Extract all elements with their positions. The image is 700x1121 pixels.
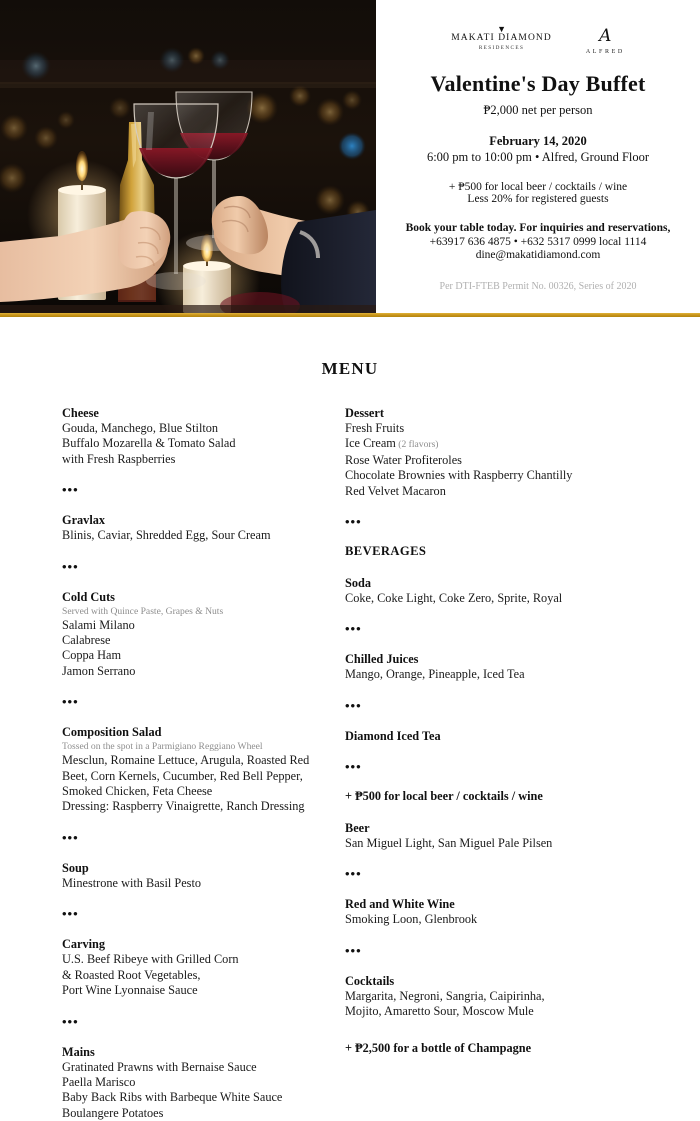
diamond-icon: ▼ <box>451 26 552 32</box>
menu-block-title: Soup <box>62 860 323 876</box>
makati-diamond-logo-sub: RESIDENCES <box>451 46 552 51</box>
makati-diamond-logo-name: MAKATI DIAMOND <box>451 34 552 44</box>
menu-block-title: Cheese <box>62 405 323 421</box>
menu-block <box>62 512 323 543</box>
menu-item-line: Salami Milano <box>62 618 323 633</box>
menu-item-line: Fresh Fruits <box>345 421 682 436</box>
menu-block <box>345 651 682 682</box>
menu-section-heading: BEVERAGES <box>345 544 682 559</box>
ice-cream-label: Ice Cream <box>345 436 396 450</box>
menu-separator: ••• <box>62 560 323 573</box>
menu-block-title: Beer <box>345 820 682 836</box>
menu-block-title: Cold Cuts <box>62 589 323 605</box>
menu-block-note: Tossed on the spot in a Parmigiano Reggiano Wheel <box>62 740 323 753</box>
menu-separator: ••• <box>62 831 323 844</box>
menu-price-note: + ₱2,500 for a bottle of Champagne <box>345 1041 682 1056</box>
menu-item-line: Beet, Corn Kernels, Cucumber, Red Bell Pepper, <box>62 769 323 784</box>
menu-item-line: U.S. Beef Ribeye with Grilled Corn <box>62 952 323 967</box>
menu-block <box>62 724 323 815</box>
menu-block-title: Cocktails <box>345 973 682 989</box>
menu-item-line: Calabrese <box>62 633 323 648</box>
menu-item-line: Gouda, Manchego, Blue Stilton <box>62 421 323 436</box>
menu-block-title: Red and White Wine <box>345 896 682 912</box>
menu-item-line: San Miguel Light, San Miguel Pale Pilsen <box>345 836 682 851</box>
menu-block-title: Soda <box>345 575 682 591</box>
menu-item-line: Smoking Loon, Glenbrook <box>345 912 682 927</box>
menu-item-line: Chocolate Brownies with Raspberry Chantilly <box>345 468 682 483</box>
menu-separator: ••• <box>345 760 682 773</box>
alfred-logo <box>586 26 625 55</box>
hero-photo <box>0 0 376 313</box>
menu-block-title: Diamond Iced Tea <box>345 728 682 744</box>
event-discount: Less 20% for registered guests <box>390 193 686 205</box>
wine-toast-photo-illustration <box>0 0 376 313</box>
menu-item-line: & Roasted Root Vegetables, <box>62 968 323 983</box>
event-time-venue: 6:00 pm to 10:00 pm • Alfred, Ground Floor <box>390 150 686 165</box>
menu-item-line: Dressing: Raspberry Vinaigrette, Ranch Dressing <box>62 799 323 814</box>
menu-block-title: Gravlax <box>62 512 323 528</box>
menu-block <box>345 728 682 744</box>
menu-column-left <box>0 405 333 1121</box>
event-title: Valentine's Day Buffet <box>390 71 686 97</box>
menu-item-line: Smoked Chicken, Feta Cheese <box>62 784 323 799</box>
menu-block <box>62 936 323 998</box>
menu-separator: ••• <box>62 483 323 496</box>
menu-separator: ••• <box>345 867 682 880</box>
gold-divider-horizontal <box>0 313 700 317</box>
menu-item-line: Jamon Serrano <box>62 664 323 679</box>
menu-block-title: Composition Salad <box>62 724 323 740</box>
menu-block <box>345 575 682 606</box>
menu-item-line: Mojito, Amaretto Sour, Moscow Mule <box>345 1004 682 1019</box>
menu-block <box>62 860 323 891</box>
menu-block-title: Mains <box>62 1044 323 1060</box>
menu-block <box>62 405 323 467</box>
contact-email[interactable]: dine@makatidiamond.com <box>390 249 686 261</box>
menu-separator: ••• <box>345 622 682 635</box>
menu-item-line: Gratinated Prawns with Bernaise Sauce <box>62 1060 323 1075</box>
menu-separator: ••• <box>345 699 682 712</box>
menu-item-line: Blinis, Caviar, Shredded Egg, Sour Cream <box>62 528 323 543</box>
contact-phone[interactable]: +63917 636 4875 • +632 5317 0999 local 1114 <box>390 236 686 248</box>
alfred-monogram-icon: A <box>586 28 625 45</box>
hero-text-panel <box>376 0 700 313</box>
menu-heading: MENU <box>0 359 700 379</box>
permit-notice: Per DTI-FTEB Permit No. 00326, Series of 2020 <box>390 281 686 292</box>
menu-separator: ••• <box>62 907 323 920</box>
menu-item-line: Red Velvet Macaron <box>345 484 682 499</box>
menu-block <box>62 1044 323 1121</box>
menu-item-line: Mango, Orange, Pineapple, Iced Tea <box>345 667 682 682</box>
menu-item-line: Mesclun, Romaine Lettuce, Arugula, Roasted Red <box>62 753 323 768</box>
logo-row <box>390 26 686 55</box>
menu-block <box>62 589 323 680</box>
booking-callout: Book your table today. For inquiries and reservations, <box>390 222 686 234</box>
menu-separator: ••• <box>345 515 682 528</box>
menu-item-line: Boulangere Potatoes <box>62 1106 323 1121</box>
menu-price-note: + ₱500 for local beer / cocktails / wine <box>345 789 682 804</box>
menu-block <box>345 973 682 1020</box>
menu-item-line: Coppa Ham <box>62 648 323 663</box>
menu-block <box>345 405 682 499</box>
menu-column-right <box>333 405 700 1056</box>
menu-block-note: Served with Quince Paste, Grapes & Nuts <box>62 605 323 618</box>
event-price: ₱2,000 net per person <box>390 103 686 118</box>
menu-separator: ••• <box>345 944 682 957</box>
makati-diamond-logo <box>451 26 552 51</box>
menu-item-line: Rose Water Profiteroles <box>345 453 682 468</box>
menu-item-line: with Fresh Raspberries <box>62 452 323 467</box>
menu-item-line: Buffalo Mozarella & Tomato Salad <box>62 436 323 451</box>
event-addon-price: + ₱500 for local beer / cocktails / wine <box>390 181 686 193</box>
menu-block-title: Chilled Juices <box>345 651 682 667</box>
menu-item-line: Minestrone with Basil Pesto <box>62 876 323 891</box>
menu-separator: ••• <box>62 1015 323 1028</box>
menu-item-line: Margarita, Negroni, Sangria, Caipirinha, <box>345 989 682 1004</box>
hero-banner <box>0 0 700 317</box>
menu-block-title: Dessert <box>345 405 682 421</box>
menu-item-line: Coke, Coke Light, Coke Zero, Sprite, Royal <box>345 591 682 606</box>
menu-item-line-ice-cream <box>345 436 682 452</box>
menu-item-line: Paella Marisco <box>62 1075 323 1090</box>
menu-block <box>345 896 682 927</box>
event-date: February 14, 2020 <box>390 134 686 149</box>
menu-item-line: Port Wine Lyonnaise Sauce <box>62 983 323 998</box>
menu-item-line: Baby Back Ribs with Barbeque White Sauce <box>62 1090 323 1105</box>
menu-separator: ••• <box>62 695 323 708</box>
menu-block <box>345 820 682 851</box>
alfred-logo-name: ALFRED <box>586 49 625 55</box>
menu-block-title: Carving <box>62 936 323 952</box>
menu-columns <box>0 405 700 1121</box>
ice-cream-flavor-count: (2 flavors) <box>396 439 439 450</box>
